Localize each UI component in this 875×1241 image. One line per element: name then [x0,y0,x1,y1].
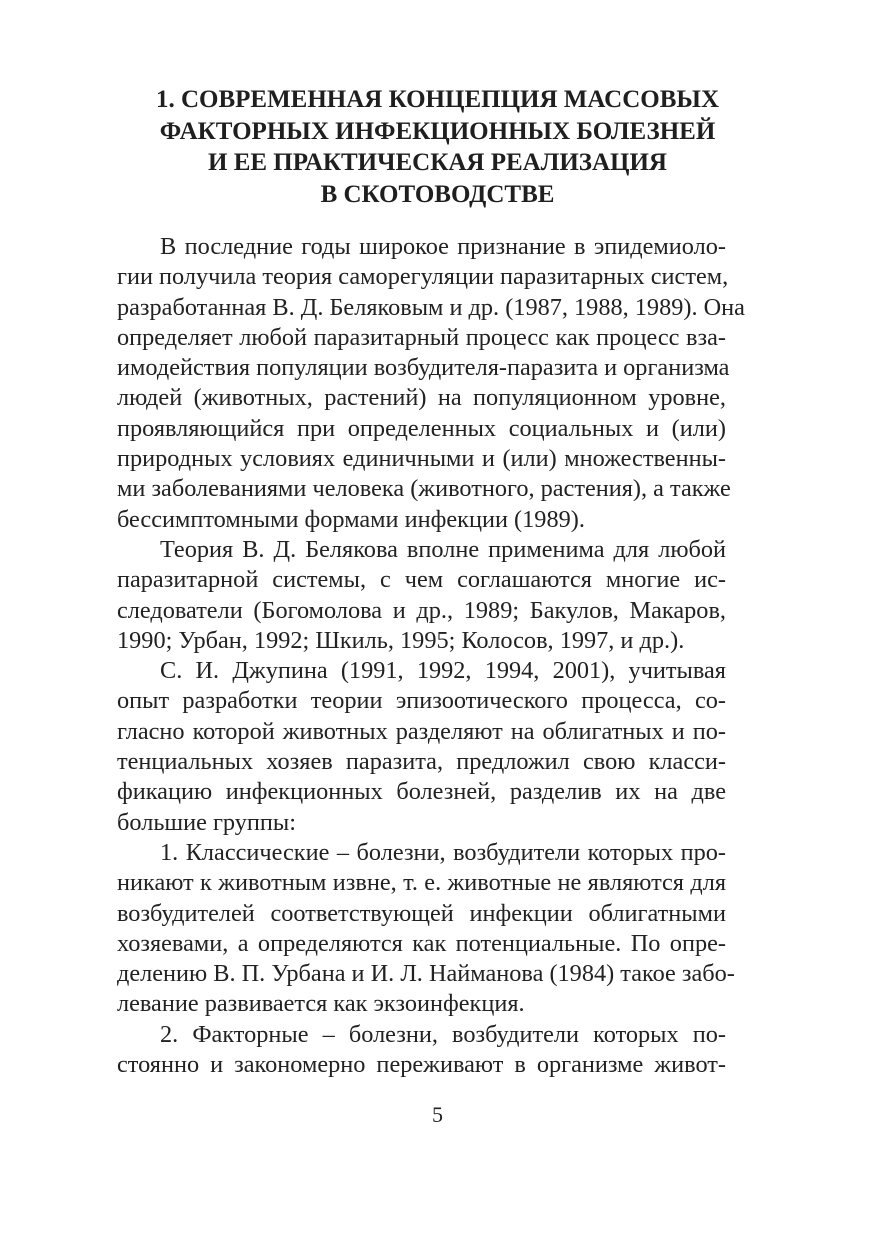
text-line: С. И. Джупина (1991, 1992, 1994, 2001), учитывая [160,657,726,685]
text-line: Теория В. Д. Белякова вполне применима для любой [160,535,726,563]
heading-line: ФАКТОРНЫХ ИНФЕКЦИОННЫХ БОЛЕЗНЕЙ [159,117,716,145]
text-line: хозяевами, а определяются как потенциальные. По опре- [117,929,726,957]
text-line: гласно которой животных разделяют на облигатных и по- [117,717,726,745]
paragraph-1 [117,232,745,535]
text-line: проявляющийся при определенных социальных и (или) [117,414,726,442]
text-line: гии получила теория саморегуляции паразитарных систем, [117,263,729,291]
text-line: левание развивается как экзоинфекция. [117,990,525,1018]
text-line: В последние годы широкое признание в эпидемиоло- [160,233,726,260]
paragraph-2 [117,535,726,656]
text-line: разработанная В. Д. Беляковым и др. (1987, 1988, 1989). Она [117,293,745,321]
text-line: паразитарной системы, с чем соглашаются многие ис- [117,566,726,594]
text-line: стоянно и закономерно переживают в организме живот- [117,1051,726,1079]
heading-line: И ЕЕ ПРАКТИЧЕСКАЯ РЕАЛИЗАЦИЯ [208,149,667,176]
body-text [117,232,745,1080]
heading-line: В СКОТОВОДСТВЕ [320,180,555,208]
text-line: возбудителей соответствующей инфекции облигатными [117,899,726,927]
paragraph-4 [117,838,735,1020]
chapter-heading [100,84,775,210]
text-line: природных условиях единичными и (или) множественны- [117,445,726,473]
paragraph-3 [117,656,726,838]
text-line: имодействия популяции возбудителя-паразита и организма [117,354,730,382]
text-line: 2. Факторные – болезни, возбудители которых по- [160,1020,726,1048]
text-line: делению В. П. Урбана и И. Л. Найманова (1984) такое забо- [117,960,735,988]
text-line: людей (животных, растений) на популяционном уровне, [117,384,726,412]
heading-line: 1. СОВРЕМЕННАЯ КОНЦЕПЦИЯ МАССОВЫХ [155,86,720,113]
text-line: 1. Классические – болезни, возбудители которых про- [160,838,726,866]
text-line: опыт разработки теории эпизоотического процесса, со- [117,687,726,715]
text-line: бессимптомными формами инфекции (1989). [117,505,585,533]
page-number: 5 [432,1102,443,1127]
text-line: тенциальных хозяев паразита, предложил свою класси- [117,748,726,776]
text-line: ми заболеваниями человека (животного, растения), а также [117,475,731,503]
text-line: 1990; Урбан, 1992; Шкиль, 1995; Колосов, 1997, и др.). [117,626,685,654]
text-line: никают к животным извне, т. е. животные не являются для [117,869,726,897]
text-line: большие группы: [117,808,296,836]
text-line: определяет любой паразитарный процесс как процесс вза- [117,323,726,351]
text-line: фикацию инфекционных болезней, разделив их на две [117,778,726,806]
text-line: следователи (Богомолова и др., 1989; Бакулов, Макаров, [117,596,726,624]
paragraph-5 [117,1020,726,1081]
